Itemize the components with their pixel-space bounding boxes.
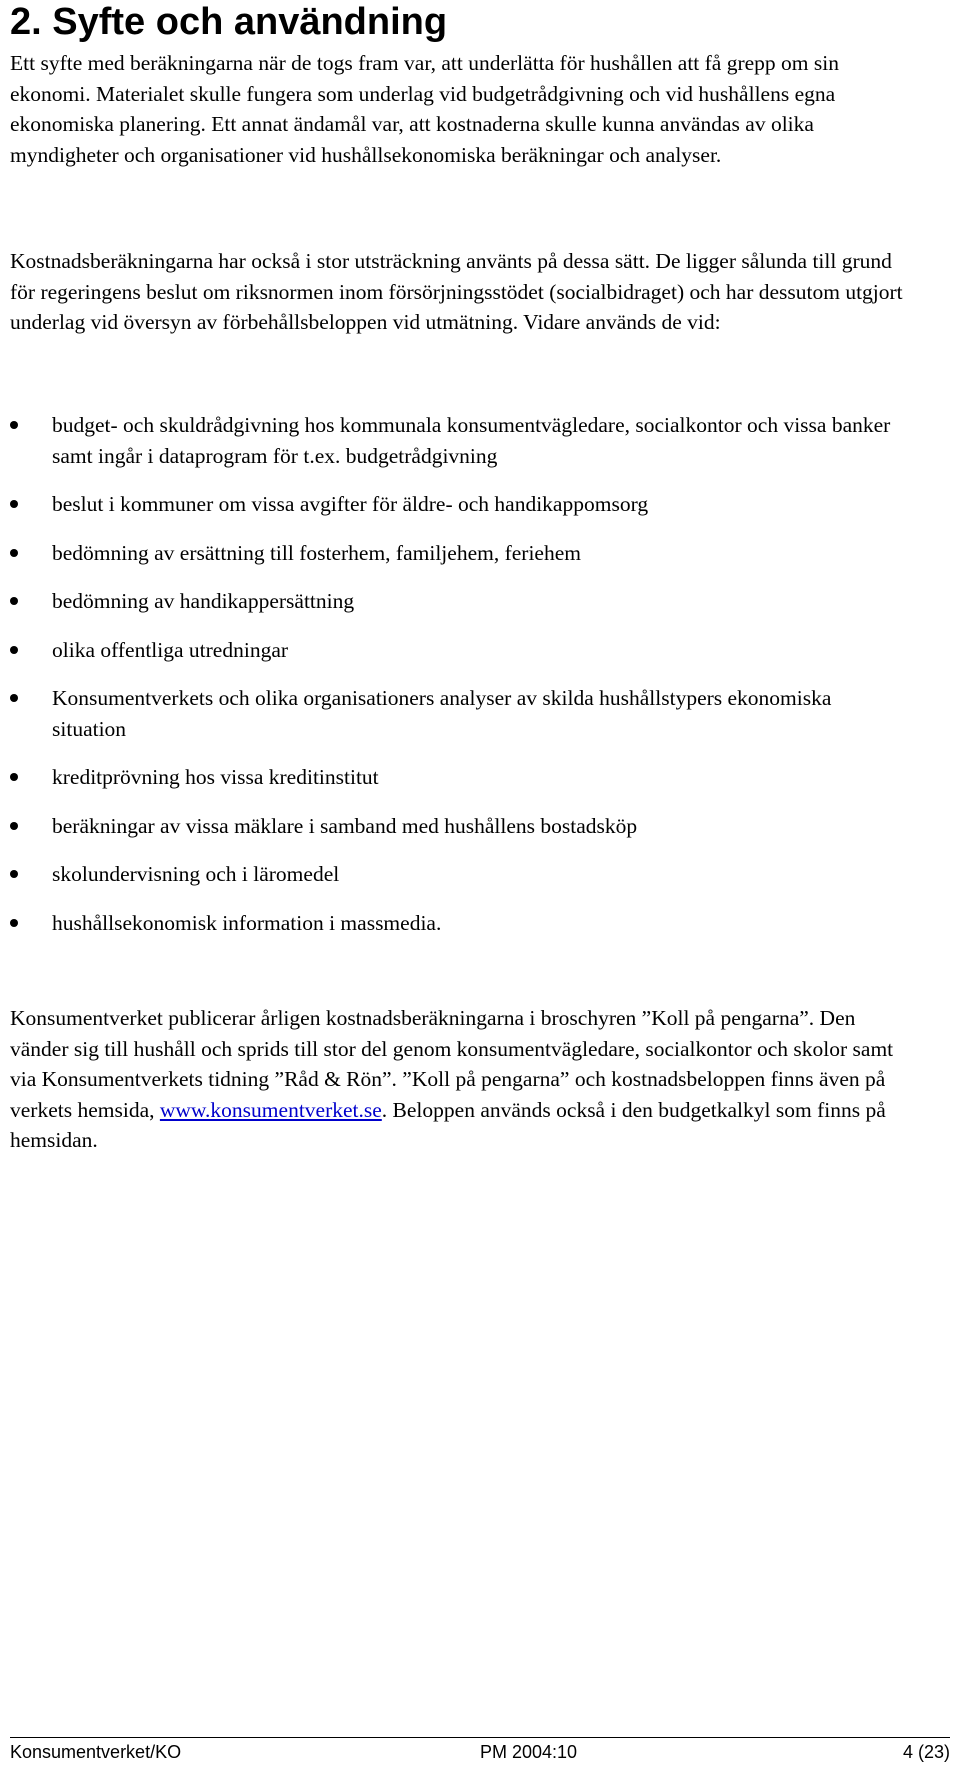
bullet-icon	[10, 597, 18, 605]
footer-organization: Konsumentverket/KO	[10, 1742, 182, 1762]
list-item	[10, 538, 910, 569]
bullet-icon	[10, 549, 18, 557]
list-item-text: budget- och skuldrådgivning hos kommunala konsumentvägledare, socialkontor och vissa banker samt ingår i dataprogram för t.ex. budgetrådgivning	[52, 413, 891, 468]
bullet-icon	[10, 646, 18, 654]
section-heading: 2. Syfte och användning	[10, 1, 448, 43]
list-item-text: beräkningar av vissa mäklare i samband med hushållens bostadsköp	[52, 813, 638, 838]
list-item-text: skolundervisning och i läromedel	[52, 862, 340, 886]
bullet-icon	[10, 694, 18, 702]
paragraph-purpose: Ett syfte med beräkningarna när de togs fram var, att underlätta för hushållen att få grepp om sin ekonomi. Materialet skulle fungera som underlag vid budgetrådgivning och vid hushållens egna ekonomiska planering. Ett annat ändamål var, att kostnaderna skulle kunna användas av olika myndigheter och organisationer vid hushållsekonomiska beräkningar och analyser.	[10, 51, 839, 167]
list-item-text: bedömning av ersättning till fosterhem, familjehem, feriehem	[52, 540, 581, 565]
publication-text-after-link: . Beloppen används också i den budgetkalkyl som finns på hemsidan.	[10, 1097, 886, 1152]
website-link[interactable]: www.konsumentverket.se	[159, 1097, 382, 1122]
list-item-text: hushållsekonomisk information i massmedia.	[52, 910, 442, 935]
list-item	[10, 859, 910, 890]
publication-text-before-link: Konsumentverket publicerar årligen kostnadsberäkningarna i broschyren ”Koll på pengarna”. Den vänder sig till hushåll och sprids till stor del genom konsumentvägledare, socialkontor och skolor samt via Konsumentverkets tidning ”Råd & Rön”. ”Koll på pengarna” och kostnadsbeloppen finns även på verkets hemsida,	[10, 1006, 894, 1122]
bullet-icon	[10, 500, 18, 508]
paragraph-publication	[10, 1003, 910, 1156]
list-item	[10, 635, 910, 666]
list-item	[10, 489, 910, 520]
bullet-icon	[10, 421, 18, 429]
list-item-text: kreditprövning hos vissa kreditinstitut	[52, 765, 379, 789]
list-item	[10, 908, 910, 939]
bullet-icon	[10, 822, 18, 830]
list-item	[10, 586, 910, 617]
list-item	[10, 410, 910, 471]
usage-bullet-list	[10, 410, 910, 956]
list-item	[10, 811, 910, 842]
list-item	[10, 762, 910, 793]
list-item-text: bedömning av handikappersättning	[52, 589, 355, 613]
paragraph-usage: Kostnadsberäkningarna har också i stor utsträckning använts på dessa sätt. De ligger sålunda till grund för regeringens beslut om riksnormen inom försörjningsstödet (socialbidraget) och har dessutom utgjort underlag vid översyn av förbehållsbeloppen vid utmätning. Vidare används de vid:	[10, 249, 903, 334]
footer-page-number: 4 (23)	[902, 1742, 950, 1762]
footer-divider	[10, 1737, 950, 1738]
list-item-text: olika offentliga utredningar	[52, 637, 289, 662]
bullet-icon	[10, 773, 18, 781]
footer-document-id: PM 2004:10	[480, 1742, 578, 1762]
bullet-icon	[10, 919, 18, 927]
list-item	[10, 683, 910, 744]
list-item-text: Konsumentverkets och olika organisationers analyser av skilda hushållstypers ekonomiska situation	[52, 686, 832, 741]
bullet-icon	[10, 870, 18, 878]
list-item-text: beslut i kommuner om vissa avgifter för äldre- och handikappomsorg	[52, 492, 649, 516]
